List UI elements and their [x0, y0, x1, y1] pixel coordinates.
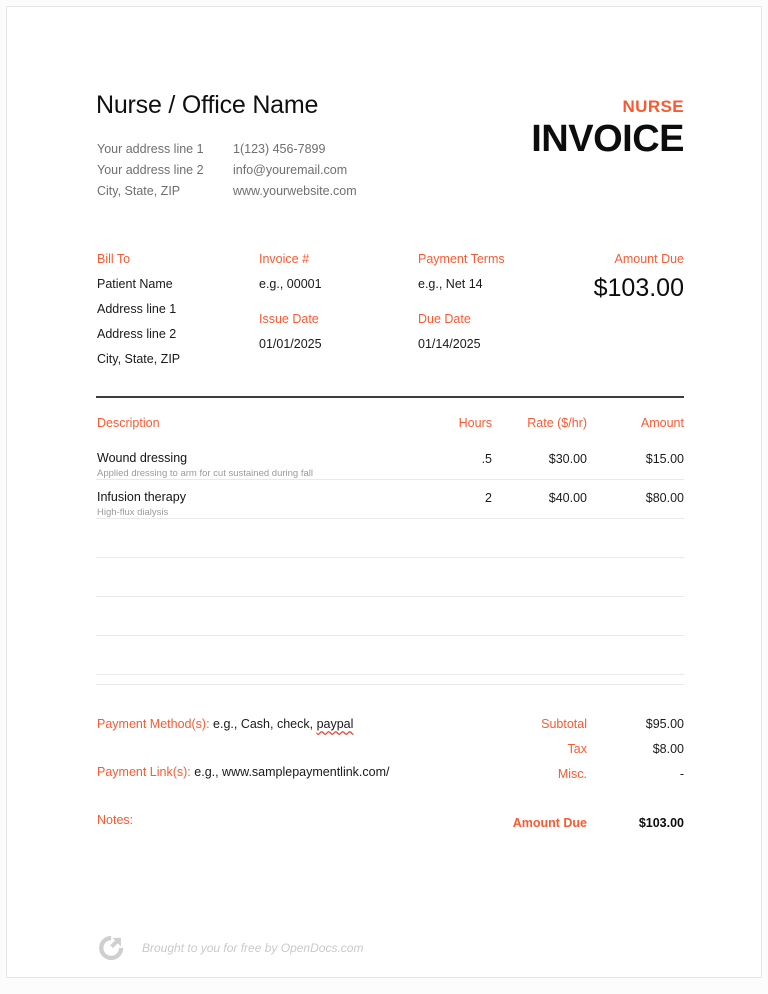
notes-line — [97, 812, 427, 829]
column-header-rate: Rate ($/hr) — [527, 416, 587, 430]
issue-date-value[interactable]: 01/01/2025 — [259, 337, 322, 351]
company-name: Nurse / Office Name — [96, 91, 319, 119]
payment-terms-label: Payment Terms — [418, 252, 505, 266]
table-row[interactable] — [96, 441, 684, 480]
subtotal-value: $95.00 — [645, 717, 684, 731]
line-item-hours[interactable]: .5 — [481, 452, 492, 466]
line-item-hours[interactable]: 2 — [485, 491, 492, 505]
misc-row — [454, 766, 684, 782]
table-row-empty[interactable] — [96, 636, 684, 675]
misc-label: Misc. — [557, 767, 587, 781]
payment-link-label: Payment Link(s): — [97, 765, 191, 779]
company-email: info@youremail.com — [233, 163, 348, 177]
line-item-title: Infusion therapy — [97, 490, 186, 504]
amount-due-label: Amount Due — [614, 252, 684, 266]
totals-amount-due-value: $103.00 — [638, 816, 684, 830]
company-phone: 1(123) 456-7899 — [233, 142, 326, 156]
payment-terms-value[interactable]: e.g., Net 14 — [418, 277, 483, 291]
table-row-empty[interactable] — [96, 558, 684, 597]
payment-method-label: Payment Method(s): — [97, 717, 210, 731]
bill-to-column — [97, 251, 257, 367]
table-row-empty[interactable] — [96, 597, 684, 636]
line-item-description-cell[interactable] — [96, 451, 406, 480]
line-item-title: Wound dressing — [97, 451, 188, 465]
subtotal-row — [454, 716, 684, 732]
line-item-subtitle: Applied dressing to arm for cut sustained during fall — [97, 468, 313, 479]
invoice-number-column — [259, 251, 419, 352]
bill-to-address-line-2[interactable]: Address line 2 — [97, 327, 177, 341]
bill-to-label: Bill To — [97, 252, 131, 266]
totals-amount-due-label: Amount Due — [512, 816, 587, 830]
column-header-description: Description — [97, 416, 160, 430]
payment-link-value[interactable]: e.g., www.samplepaymentlink.com/ — [194, 765, 390, 779]
invoice-header — [96, 91, 684, 211]
amount-due-column — [594, 251, 684, 303]
payment-terms-column — [418, 251, 598, 352]
due-date-value[interactable]: 01/14/2025 — [418, 337, 481, 351]
line-items-table — [96, 405, 684, 675]
invoice-title-kicker: NURSE — [622, 97, 684, 116]
address-city-state-zip: City, State, ZIP — [97, 184, 181, 198]
invoice-meta — [96, 251, 684, 366]
invoice-number-label: Invoice # — [259, 252, 310, 266]
payment-link-line — [97, 764, 427, 781]
opendocs-external-link-icon — [96, 933, 126, 963]
bill-to-name[interactable]: Patient Name — [97, 277, 173, 291]
payment-method-value-misspelled[interactable]: paypal — [316, 717, 354, 731]
payment-method-value[interactable]: e.g., Cash, check, — [213, 717, 317, 731]
address-line-2: Your address line 2 — [97, 163, 204, 177]
address-line-1: Your address line 1 — [97, 142, 204, 156]
invoice-title-block — [531, 97, 684, 160]
totals-top-rule — [96, 684, 684, 685]
notes-label: Notes: — [97, 813, 134, 827]
column-header-amount: Amount — [640, 416, 684, 430]
amount-due-row — [454, 815, 684, 831]
subtotal-label: Subtotal — [541, 717, 587, 731]
payment-info-block — [97, 716, 427, 829]
footer-attribution-text: Brought to you for free by OpenDocs.com — [142, 941, 364, 955]
bill-to-city-state-zip[interactable]: City, State, ZIP — [97, 352, 181, 366]
table-row[interactable] — [96, 480, 684, 519]
invoice-title: INVOICE — [531, 118, 684, 160]
table-top-rule — [96, 396, 684, 398]
tax-label: Tax — [567, 742, 587, 756]
line-item-subtitle: High-flux dialysis — [97, 507, 169, 518]
line-item-amount: $15.00 — [645, 452, 684, 466]
footer-attribution — [96, 933, 363, 963]
due-date-label: Due Date — [418, 312, 471, 326]
tax-row — [454, 741, 684, 757]
amount-due-value: $103.00 — [593, 274, 684, 302]
misc-value[interactable]: - — [679, 767, 684, 781]
issue-date-label: Issue Date — [259, 312, 319, 326]
table-header-row — [96, 405, 684, 441]
company-contact-block — [97, 142, 357, 199]
payment-method-line — [97, 716, 427, 733]
column-header-hours: Hours — [458, 416, 492, 430]
company-website: www.yourwebsite.com — [233, 184, 357, 198]
invoice-number-value[interactable]: e.g., 00001 — [259, 277, 322, 291]
invoice-sheet — [6, 6, 762, 978]
bill-to-address-line-1[interactable]: Address line 1 — [97, 302, 177, 316]
line-item-rate[interactable]: $30.00 — [548, 452, 587, 466]
invoice-content — [96, 7, 684, 977]
line-item-rate[interactable]: $40.00 — [548, 491, 587, 505]
totals-block — [454, 716, 684, 831]
line-item-description-cell[interactable] — [96, 490, 406, 519]
tax-value[interactable]: $8.00 — [652, 742, 684, 756]
table-row-empty[interactable] — [96, 519, 684, 558]
line-item-amount: $80.00 — [645, 491, 684, 505]
bill-to-address — [97, 276, 257, 367]
